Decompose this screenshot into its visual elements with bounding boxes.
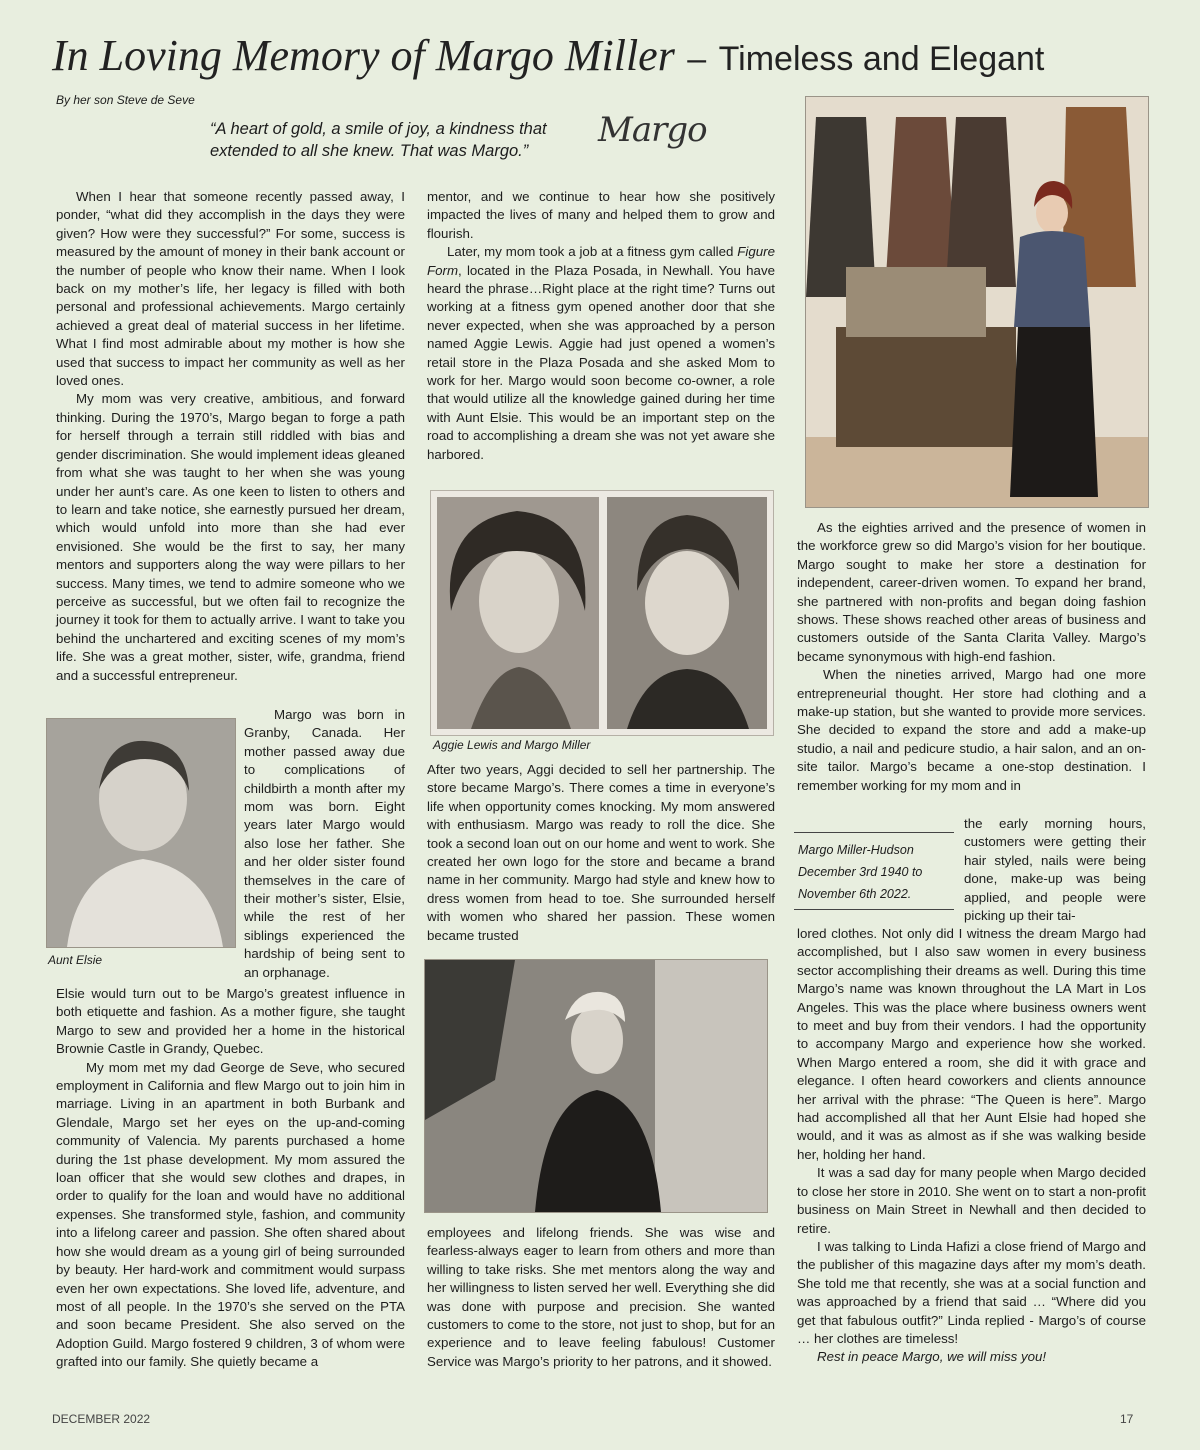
byline: By her son Steve de Seve xyxy=(56,93,195,107)
footer-page-number: 17 xyxy=(1120,1412,1134,1426)
pull-quote: “A heart of gold, a smile of joy, a kindness that extended to all she knew. That was Margo.” xyxy=(210,120,547,160)
boutique-icon xyxy=(806,97,1148,507)
paragraph: When the nineties arrived, Margo had one more entrepreneurial thought. Her store had clothing and a make-up station, but she wanted to provide more services. She decided to expand the store and add a make-up studio, a nail and pedicure studio, a hair salon, and an on-site tailor. Margo’s became a one-stop destination. I remember working for my mom and in xyxy=(797,667,1146,793)
column-3-bottom xyxy=(797,925,1146,1367)
signature-logo: Margo xyxy=(598,110,707,150)
paragraph: Margo was born in Granby, Canada. Her mother passed away due to complications of childbirth a month after my mom was born. Eight years later Margo would also lose her father. She and her older sister found themselves in the care of their mother’s sister, Elsie, while the rest of her siblings experienced the hardship of being sent to an orphanage. xyxy=(244,707,405,980)
column-2-mid xyxy=(427,761,775,945)
paragraph: employees and lifelong friends. She was wise and fearless-always eager to learn from others and more than willing to take risks. She met mentors along the way and her willingness to listen served her well. Everything she did was done with purpose and precision. She wanted customers to come to the store, not just to shop, but for an experience and to leave feeling fabulous! Customer Service was Margo’s priority to her patrons, and it showed. xyxy=(427,1225,775,1369)
column-3-wrap xyxy=(964,815,1146,925)
article-title xyxy=(52,30,1162,81)
paragraph: When I hear that someone recently passed away, I ponder, “what did they accomplish in the days they were given? How were they successful?” For some, success is measured by the amount of money in their bank account or the number of people who know their name. When I look back on my mother’s life, her legacy is filled with both personal and professional achievements. Margo certainly achieved a great deal of material success in her lifetime. What I find most admirable about my mother is how she used that success to impact her community as well as her loved ones. xyxy=(56,189,405,389)
paragraph: the early morning hours, customers were getting their hair styled, nails were being done, make-up was being applied, and people were picking up their tai- xyxy=(964,816,1146,924)
footer-issue: DECEMBER 2022 xyxy=(52,1412,151,1426)
column-2-bottom xyxy=(427,1224,775,1371)
aunt-elsie-photo xyxy=(46,718,236,948)
paragraph: As the eighties arrived and the presence of women in the workforce grew so did Margo’s vision for her boutique. Margo sought to make her store a destination for independent, career-driven women. To expand her brand, she partnered with non-profits and began doing fashion shows. These shows reached other areas of business and customers outside of the Santa Clarita Valley. Margo’s became synonymous with high-end fashion. xyxy=(797,520,1146,664)
paragraph: Elsie would turn out to be Margo’s greatest influence in both etiquette and fashion. As a mother figure, she taught Margo to sew and provided her a home in the historical Brownie Castle in Grandy, Quebec. xyxy=(56,986,405,1057)
store-photo xyxy=(805,96,1149,508)
column-3-top xyxy=(797,519,1146,795)
column-1-top xyxy=(56,188,405,685)
paragraph: Later, my mom took a job at a fitness gym called Figure Form, located in the Plaza Posada, in Newhall. You have heard the phrase…Right place at the right time? Turns out working at a fitness gym opened another door that she never expected, when she was approached by a person named Aggie Lewis. Aggie had just opened a women’s retail store in the Plaza Posada and she asked Mom to work for her. Margo would soon become co-owner, a role that would utilize all the knowledge gained during her time with Aunt Elsie. This would be an important step on the road to accomplishing a dream she was not yet aware she harbored. xyxy=(427,244,775,462)
column-2-top xyxy=(427,188,775,464)
memorial-death: November 6th 2022. xyxy=(798,887,912,901)
margo-fashion-photo xyxy=(424,959,768,1213)
paragraph: lored clothes. Not only did I witness the dream Margo had accomplished, but I also saw women in every business sector accomplishing their dreams as well. During this time Margo’s name was known throughout the LA Mart in Los Angeles. This was the place where business owners went to meet and buy from their vendors. I had the opportunity to accompany Margo and experience how she worked. When Margo entered a room, she did it with grace and elegance. I often heard coworkers and clients announce her arrival with the phrase: “The Queen is here”. Margo had accomplished all that her Aunt Elsie had hoped she would, and it was as almost as if she was walking beside her, holding her hand. xyxy=(797,926,1146,1162)
aggie-margo-caption: Aggie Lewis and Margo Miller xyxy=(433,738,591,752)
paragraph: It was a sad day for many people when Margo decided to close her store in 2010. She went on to start a non-profit business on Main Street in Newhall and then decided to retire. xyxy=(797,1165,1146,1236)
memorial-name: Margo Miller-Hudson xyxy=(798,843,914,857)
paragraph: My mom was very creative, ambitious, and forward thinking. During the 1970’s, Margo began to forge a path for herself through a terrain still riddled with bias and gender discrimination. She would implement ideas gleaned from what she was taught to her when she was young under her aunt’s care. As one keen to listen to others and to learn and take notice, she earnestly pursued her dream, which would unfold into more than she had ever envisioned. She would be the first to say, her many mentors and supporters along the way were pillars to her success. Many times, we tend to admire someone who we perceive as successful, but we often fail to recognize the journey it took for them to actually arrive. I want to take you behind the unchartered and exciting scenes of my mom’s life. She was a great mother, sister, wife, grandma, friend and a successful entrepreneur. xyxy=(56,391,405,683)
fashion-portrait-icon xyxy=(425,960,767,1212)
title-subtitle: Timeless and Elegant xyxy=(718,40,1045,78)
aggie-margo-photo xyxy=(430,490,774,736)
paragraph: I was talking to Linda Hafizi a close friend of Margo and the publisher of this magazine days after my mom’s death. She told me that recently, she was at a social function and was approached by a friend that said … “Where did you get that fabulous outfit?” Linda replied - Margo’s of course … her clothes are timeless! xyxy=(797,1238,1146,1346)
portrait-icon xyxy=(47,719,235,947)
paragraph: My mom met my dad George de Seve, who secured employment in California and flew Margo out to join him in marriage. Living in an apartment in both Burbank and Glendale, Margo set her eyes on the up-and-coming community of Valencia. My parents purchased a home during the 1st phase development. My mom assured the loan officer that she would sew clothes and drapes, in order to qualify for the loan and would have no additional expenses. She transformed style, fashion, and community into a lifelong career and passion. She often shared about how she would dream as a young girl of being surrounded by beauty. Her hard-work and commitment would surpass even her own expectations. She loved life, adventure, and most of all people. In the 1970’s she served on the PTA and soon became President. She also served on the Adoption Guild. Margo fostered 9 children, 3 of whom were grafted into our family. She quietly became a xyxy=(56,1059,405,1370)
aunt-elsie-caption: Aunt Elsie xyxy=(48,953,103,967)
memorial-box xyxy=(794,832,954,910)
title-main: In Loving Memory of Margo Miller xyxy=(52,31,675,80)
title-dash: – xyxy=(687,40,707,78)
portrait-pair-icon xyxy=(431,491,773,735)
column-1-wrap xyxy=(244,706,405,982)
paragraph: After two years, Aggi decided to sell her partnership. The store became Margo’s. There comes a time in everyone’s life when opportunity comes knocking. My mom answered with enthusiasm. Margo was ready to roll the dice. She took a second loan out on our home and went to work. She created her own logo for the store and became a brand name in her community. Margo had style and knew how to dress women from head to toe. She surrounded herself with women who shared her passion. These women became trusted xyxy=(427,762,775,943)
paragraph: mentor, and we continue to hear how she positively impacted the lives of many and helped them to grow and flourish. xyxy=(427,189,775,241)
memorial-birth: December 3rd 1940 to xyxy=(798,865,923,879)
closing-line: Rest in peace Margo, we will miss you! xyxy=(817,1349,1047,1365)
column-1-bottom xyxy=(56,985,405,1372)
